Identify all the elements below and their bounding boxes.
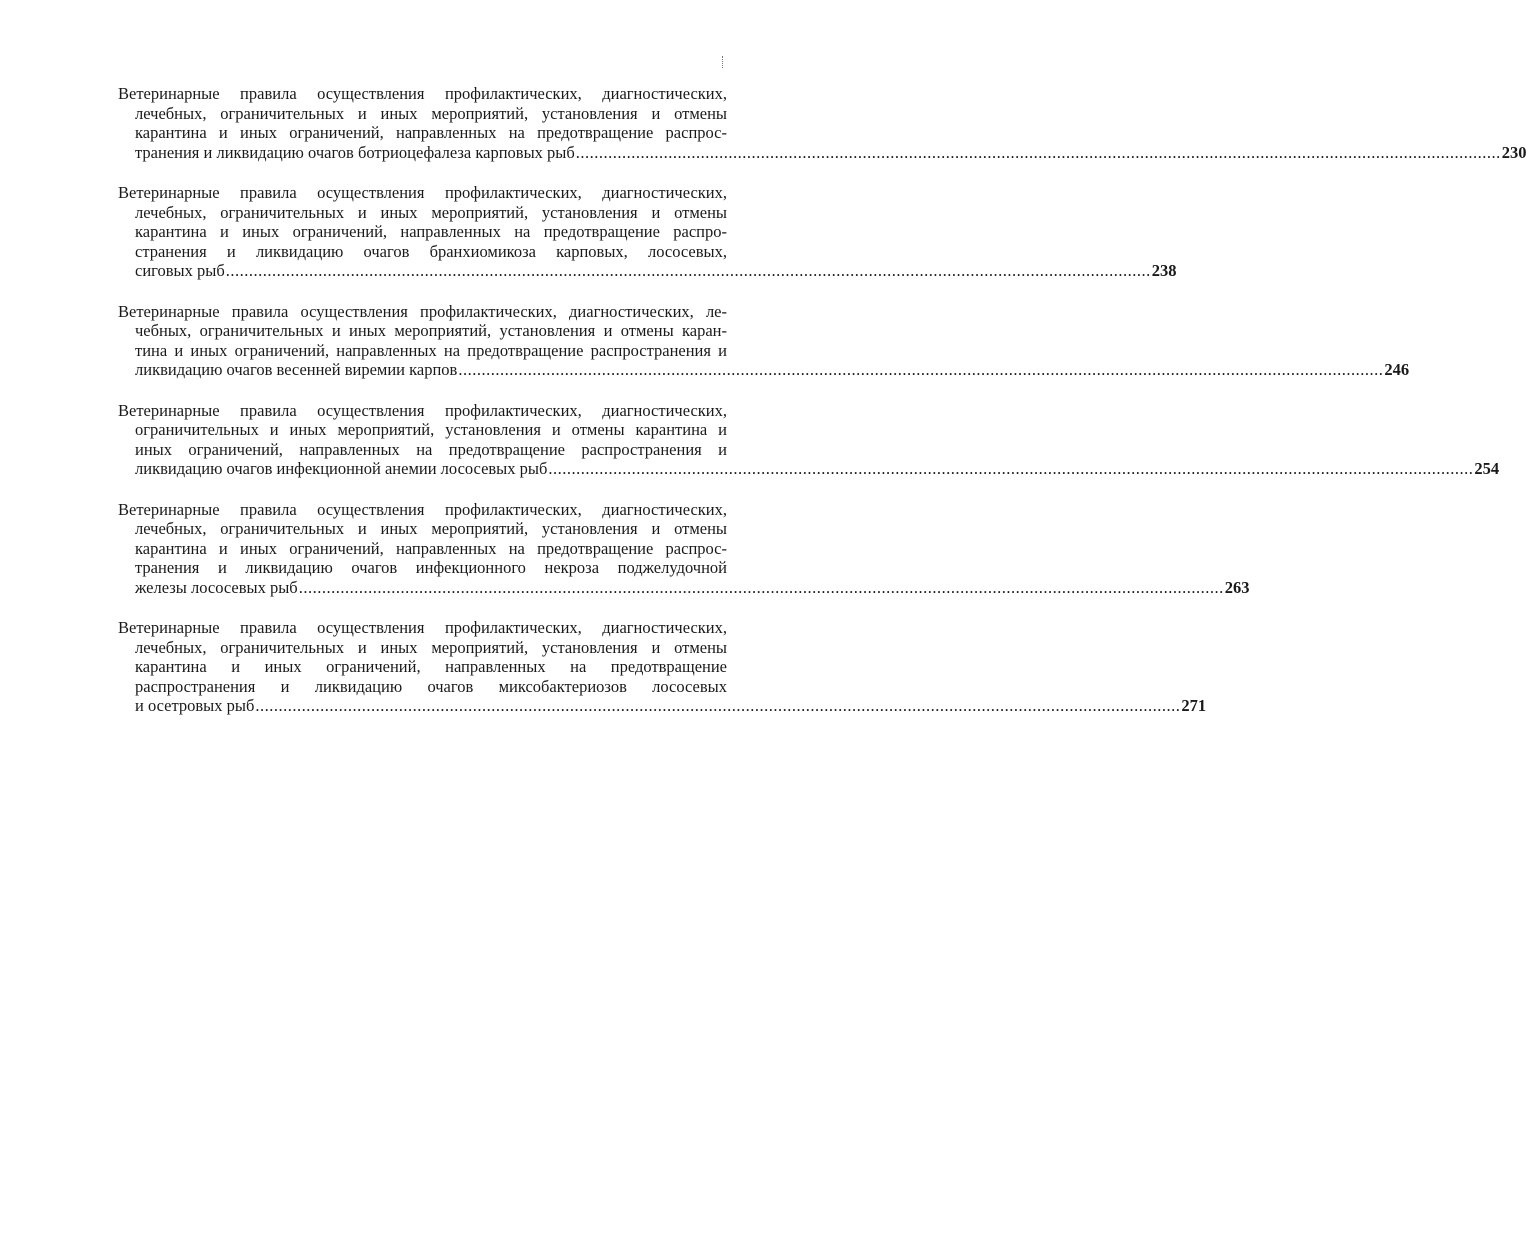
page-edge-mark bbox=[722, 56, 726, 68]
table-of-contents bbox=[118, 84, 1527, 737]
toc-entry-line: железы лососевых рыб bbox=[135, 577, 298, 597]
toc-entry-last-line bbox=[118, 360, 1410, 380]
toc-page-number[interactable]: 238 bbox=[1151, 261, 1177, 280]
dot-leader: ........................................................................................................................................................................................................ bbox=[255, 696, 1181, 715]
toc-entry-line: Ветеринарные правила осуществления профилактических, диагностических, bbox=[118, 499, 727, 519]
toc-entry-line: сиговых рыб bbox=[135, 261, 225, 280]
toc-page-number[interactable]: 230 bbox=[1501, 142, 1527, 162]
dot-leader: ........................................................................................................................................................................................................ bbox=[298, 577, 1224, 597]
toc-entry-line: и осетровых рыб bbox=[135, 696, 255, 715]
toc-entry-line: лечебных, ограничительных и иных мероприятий, установления и отмены bbox=[135, 202, 727, 222]
toc-entry-line: Ветеринарные правила осуществления профилактических, диагностических, bbox=[118, 183, 727, 202]
toc-entry-line: чебных, ограничительных и иных мероприятий, установления и отмены каран- bbox=[135, 321, 727, 340]
toc-entry[interactable] bbox=[118, 618, 1207, 716]
toc-entry-line: Ветеринарные правила осуществления профилактических, диагностических, bbox=[118, 84, 727, 103]
toc-entry-last-line bbox=[118, 459, 1500, 479]
toc-entry-line: лечебных, ограничительных и иных мероприятий, установления и отмены bbox=[135, 103, 727, 123]
toc-page-number[interactable]: 263 bbox=[1224, 577, 1250, 597]
toc-entry-line: ликвидацию очагов весенней виремии карпов bbox=[135, 360, 458, 379]
toc-entry-line: транения и ликвидацию очагов инфекционного некроза поджелудочной bbox=[135, 558, 727, 577]
toc-entry-line: Ветеринарные правила осуществления профилактических, диагностических, bbox=[118, 400, 727, 420]
toc-entry-line: тина и иных ограничений, направленных на предотвращение распространения и bbox=[135, 340, 727, 360]
dot-leader: ........................................................................................................................................................................................................ bbox=[458, 360, 1384, 379]
toc-entry[interactable] bbox=[118, 84, 1527, 162]
toc-entry[interactable] bbox=[118, 301, 1410, 380]
toc-page-number[interactable]: 271 bbox=[1181, 696, 1207, 715]
dot-leader: ........................................................................................................................................................................................................ bbox=[225, 261, 1151, 280]
toc-entry[interactable] bbox=[118, 400, 1500, 479]
toc-entry-line: ликвидацию очагов инфекционной анемии лососевых рыб bbox=[135, 459, 548, 478]
toc-entry-line: карантина и иных ограничений, направленных на предотвращение распро- bbox=[135, 222, 727, 241]
toc-entry-last-line bbox=[118, 577, 1250, 598]
toc-page-number[interactable]: 254 bbox=[1474, 459, 1500, 478]
dot-leader: ........................................................................................................................................................................................................ bbox=[575, 142, 1501, 162]
toc-entry[interactable] bbox=[118, 183, 1177, 281]
toc-entry-line: карантина и иных ограничений, направленных на предотвращение bbox=[135, 657, 727, 676]
toc-entry-line: карантина и иных ограничений, направленных на предотвращение распрос- bbox=[135, 123, 727, 142]
toc-entry-last-line bbox=[118, 142, 1527, 163]
toc-entry-line: странения и ликвидацию очагов бранхиомикоза карповых, лососевых, bbox=[135, 241, 727, 261]
toc-entry-line: карантина и иных ограничений, направленных на предотвращение распрос- bbox=[135, 538, 727, 558]
toc-entry-last-line bbox=[118, 261, 1177, 281]
toc-entry-line: Ветеринарные правила осуществления профилактических, диагностических, bbox=[118, 618, 727, 637]
toc-entry-line: лечебных, ограничительных и иных мероприятий, установления и отмены bbox=[135, 637, 727, 657]
toc-entry-line: транения и ликвидацию очагов ботриоцефалеза карповых рыб bbox=[135, 142, 575, 162]
toc-entry-line: иных ограничений, направленных на предотвращение распространения и bbox=[135, 439, 727, 459]
toc-entry-line: Ветеринарные правила осуществления профилактических, диагностических, ле- bbox=[118, 301, 727, 321]
toc-entry-line: распространения и ликвидацию очагов миксобактериозов лососевых bbox=[135, 676, 727, 696]
toc-entry-last-line bbox=[118, 696, 1207, 716]
toc-entry-line: ограничительных и иных мероприятий, установления и отмены карантина и bbox=[135, 420, 727, 439]
dot-leader: ........................................................................................................................................................................................................ bbox=[548, 459, 1474, 478]
toc-entry-line: лечебных, ограничительных и иных мероприятий, установления и отмены bbox=[135, 519, 727, 538]
toc-entry[interactable] bbox=[118, 499, 1250, 598]
toc-page-number[interactable]: 246 bbox=[1384, 360, 1410, 379]
